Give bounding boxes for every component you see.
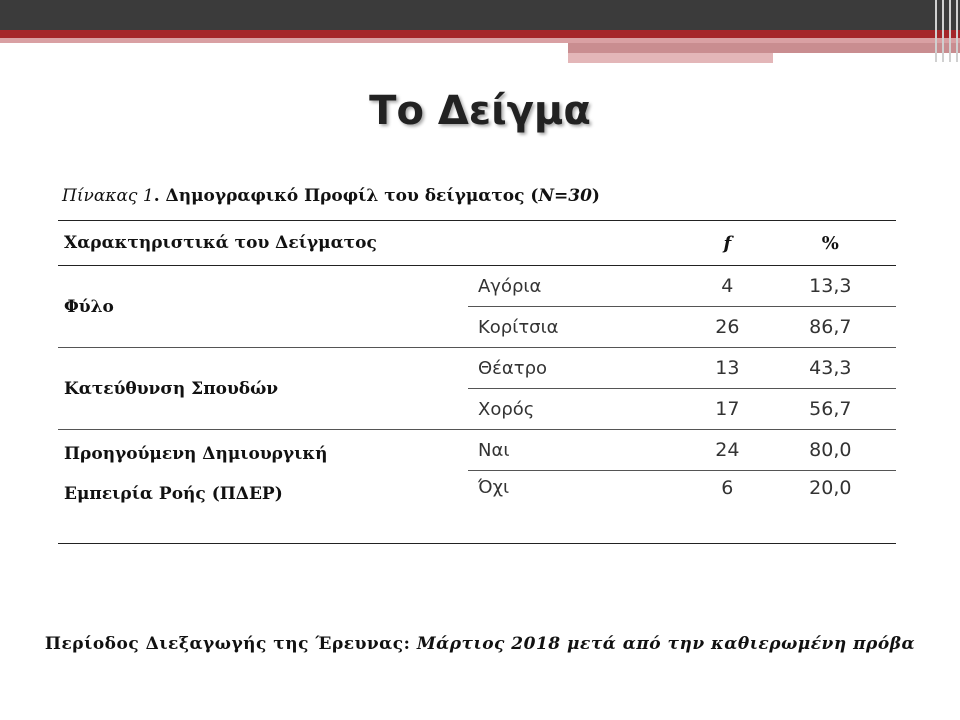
table-row <box>58 430 896 471</box>
caption-n-value: =30 <box>554 186 592 206</box>
percent-cell: 86,7 <box>765 307 896 348</box>
category-cell: Κορίτσια <box>468 307 690 348</box>
group-name: Φύλο <box>58 266 468 348</box>
f-cell: 4 <box>690 266 765 307</box>
percent-cell: 80,0 <box>765 430 896 471</box>
header-f: f <box>690 221 765 266</box>
caption-text: . Δημογραφικό Προφίλ του δείγματος ( <box>153 186 539 206</box>
caption-close: ) <box>591 186 600 206</box>
table-caption <box>62 186 600 206</box>
category-cell: Ναι <box>468 430 690 471</box>
header-bar-red <box>0 30 960 38</box>
header-characteristics: Χαρακτηριστικά του Δείγματος <box>58 221 690 266</box>
group-name: Κατεύθυνση Σπουδών <box>58 348 468 430</box>
f-cell: 17 <box>690 389 765 430</box>
f-cell: 26 <box>690 307 765 348</box>
header-bar-pink-right <box>568 43 960 53</box>
header-bar-pink-right-lower <box>568 53 773 63</box>
header-bar-white-line <box>775 53 885 57</box>
percent-cell: 13,3 <box>765 266 896 307</box>
slide-title: Το Δείγμα <box>369 88 591 134</box>
footer-label: Περίοδος Διεξαγωγής της Έρευνας: <box>44 634 411 654</box>
header-bar-dark <box>0 0 960 30</box>
header-stripes <box>933 0 960 62</box>
table-row <box>58 266 896 307</box>
percent-cell: 56,7 <box>765 389 896 430</box>
caption-label: Πίνακας 1 <box>62 186 154 206</box>
header-percent: % <box>765 221 896 266</box>
percent-cell: 43,3 <box>765 348 896 389</box>
category-cell: Όχι <box>468 471 690 544</box>
demographics-table <box>58 220 896 544</box>
research-period-note <box>0 634 960 654</box>
table-header-row <box>58 221 896 266</box>
f-cell: 13 <box>690 348 765 389</box>
group-name-line1: Προηγούμενη Δημιουργική <box>64 444 328 464</box>
group-name <box>58 430 468 544</box>
percent-cell: 20,0 <box>765 471 896 544</box>
group-name-line2: Εμπειρία Ροής (ΠΔΕΡ) <box>64 484 283 504</box>
caption-n-symbol: N <box>538 186 554 206</box>
f-cell: 6 <box>690 471 765 544</box>
category-cell: Αγόρια <box>468 266 690 307</box>
footer-text: Μάρτιος 2018 μετά από την καθιερωμένη πρόβα <box>410 634 916 654</box>
category-cell: Θέατρο <box>468 348 690 389</box>
category-cell: Χορός <box>468 389 690 430</box>
table-row <box>58 348 896 389</box>
f-cell: 24 <box>690 430 765 471</box>
